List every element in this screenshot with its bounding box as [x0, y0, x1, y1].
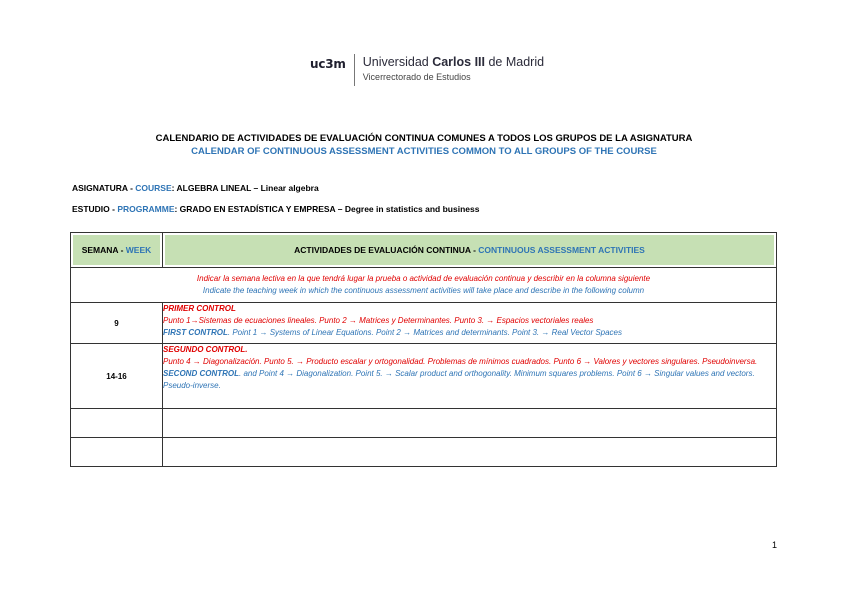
logo-divider [354, 54, 355, 86]
logo-university-name [363, 54, 544, 70]
course-line [72, 183, 319, 194]
empty-week-cell [71, 438, 163, 467]
empty-row [71, 409, 777, 438]
course-label-en: COURSE [135, 183, 172, 193]
logo-name-prefix: Universidad [362, 55, 433, 69]
logo-text [363, 54, 544, 84]
page-number: 1 [772, 540, 778, 550]
activity-text-es: Punto 1→Sistemas de ecuaciones lineales. Punto 2 → Matrices y Determinantes. Punto 3. → Espacios vectoriales reales [163, 316, 594, 325]
activity-heading-en: FIRST CONTROL [163, 328, 228, 337]
document-title [0, 132, 848, 158]
table-row [71, 344, 777, 409]
activity-cell [163, 344, 777, 409]
title-spanish: CALENDARIO DE ACTIVIDADES DE EVALUACIÓN CONTINUA COMUNES A TODOS LOS GRUPOS DE LA ASIGNATURA [155, 133, 693, 144]
instruction-english: Indicate the teaching week in which the continuous assessment activities will take place and describe in the following column [202, 286, 645, 295]
activity-cell [163, 303, 777, 344]
university-logo [310, 54, 544, 86]
activity-text-en: . and Point 4 → Diagonalization. Point 5. → Scalar product and orthogonality. Minimum squares problems. Point 6 → Singular values and vectors. Pseudo-inverse. [163, 369, 755, 390]
header-activities-en: CONTINUOUS ASSESSMENT ACTIVITIES [478, 245, 645, 255]
empty-activity-cell [163, 438, 777, 467]
header-week-es: SEMANA - [81, 245, 126, 255]
empty-row [71, 438, 777, 467]
programme-label-en: PROGRAMME [117, 204, 175, 214]
activity-heading-en: SECOND CONTROL [163, 369, 239, 378]
activity-heading-es: PRIMER CONTROL [163, 304, 236, 313]
logo-name-bold: Carlos III [432, 55, 485, 69]
programme-line [72, 204, 479, 215]
instruction-cell [71, 268, 777, 303]
assessment-calendar-table [70, 232, 777, 467]
table-row [71, 303, 777, 344]
activity-heading-es: SEGUNDO CONTROL. [163, 345, 248, 354]
header-week-en: WEEK [125, 245, 152, 255]
header-week [71, 233, 163, 268]
logo-mark: uc3m [310, 57, 346, 71]
course-label-es: ASIGNATURA - [72, 183, 136, 193]
activity-text-en: . Point 1 → Systems of Linear Equations. Point 2 → Matrices and determinants. Point 3. → Real Vector Spaces [227, 328, 623, 337]
week-cell: 9 [71, 303, 163, 344]
instruction-row [71, 268, 777, 303]
empty-activity-cell [163, 409, 777, 438]
empty-week-cell [71, 409, 163, 438]
programme-value: : GRADO EN ESTADÍSTICA Y EMPRESA – Degree in statistics and business [174, 204, 480, 214]
course-value: : ALGEBRA LINEAL – Linear algebra [171, 183, 319, 193]
instruction-spanish: Indicar la semana lectiva en la que tendrá lugar la prueba o actividad de evaluación continua y describir en la columna siguiente [196, 274, 651, 283]
title-english: CALENDAR OF CONTINUOUS ASSESSMENT ACTIVITIES COMMON TO ALL GROUPS OF THE COURSE [191, 146, 657, 157]
table-header-row [71, 233, 777, 268]
logo-subtitle: Vicerrectorado de Estudios [362, 72, 471, 82]
header-activities-es: ACTIVIDADES DE EVALUACIÓN CONTINUA - [294, 245, 479, 255]
header-activities [163, 233, 777, 268]
week-cell: 14-16 [71, 344, 163, 409]
programme-label-es: ESTUDIO - [72, 204, 118, 214]
logo-name-suffix: de Madrid [485, 55, 545, 69]
activity-text-es: Punto 4 → Diagonalización. Punto 5. → Producto escalar y ortogonalidad. Problemas de mínimos cuadrados. Punto 6 → Valores y vectores singulares. Pseudoinversa. [163, 357, 758, 366]
